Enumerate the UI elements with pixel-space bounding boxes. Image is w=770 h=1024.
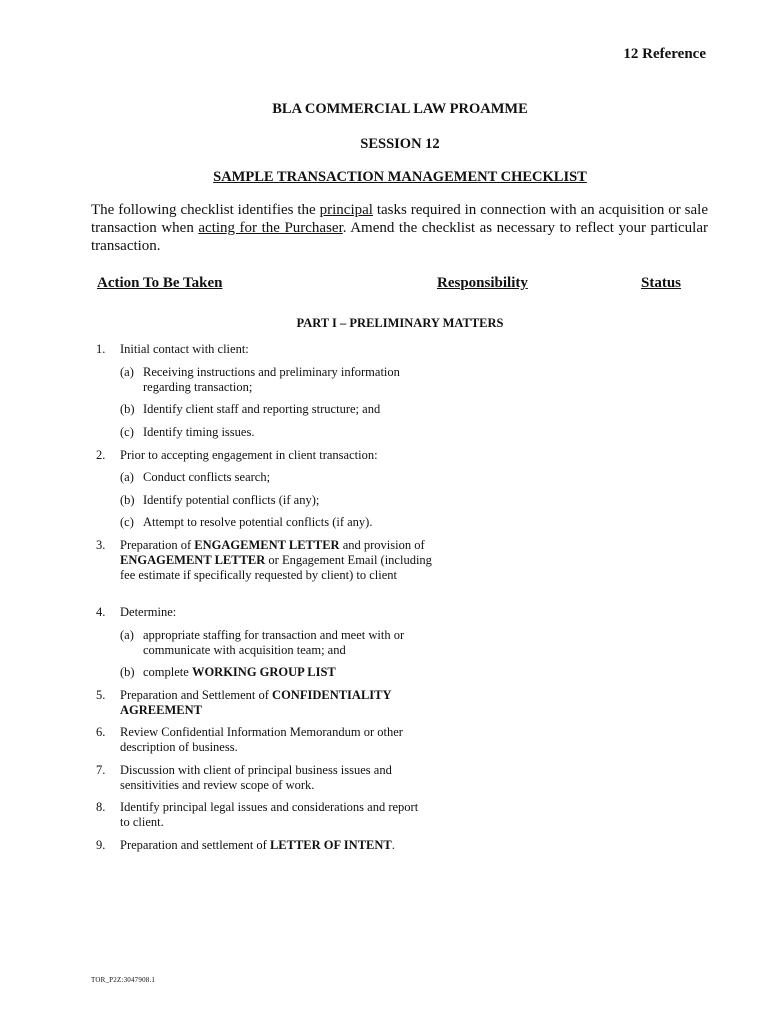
item-text: complete bbox=[143, 665, 192, 679]
document-name-bold: CONFIDENTIALITY AGREEMENT bbox=[120, 688, 392, 717]
checklist-item bbox=[120, 538, 440, 583]
checklist-sub-item: appropriate staffing for transaction and meet with or communicate with acquisition team; and bbox=[143, 628, 405, 657]
item-text: Preparation and settlement of bbox=[120, 838, 270, 852]
item-text: Preparation of bbox=[120, 538, 195, 552]
item-number: 4. bbox=[96, 605, 106, 619]
sub-item-letter: (c) bbox=[120, 425, 134, 439]
intro-text-1: The following checklist identifies the bbox=[91, 202, 320, 218]
intro-underline-purchaser: acting for the Purchaser bbox=[198, 220, 343, 236]
programme-title: BLA COMMERCIAL LAW PROAMME bbox=[272, 101, 528, 117]
checklist-item: Review Confidential Information Memorandum or other description of business. bbox=[120, 725, 403, 754]
checklist-title-text: SAMPLE TRANSACTION MANAGEMENT CHECKLIST bbox=[213, 169, 587, 185]
checklist-sub-item: Identify client staff and reporting structure; and bbox=[143, 402, 381, 416]
checklist-sub-item: Receiving instructions and preliminary information regarding transaction; bbox=[143, 365, 400, 394]
sub-item-letter: (a) bbox=[120, 470, 134, 484]
item-number: 7. bbox=[96, 763, 106, 777]
item-number: 5. bbox=[96, 688, 106, 702]
sub-item-letter: (b) bbox=[120, 402, 135, 416]
sub-item-letter: (a) bbox=[120, 365, 134, 379]
item-number: 9. bbox=[96, 838, 106, 852]
sub-item-letter: (a) bbox=[120, 628, 134, 642]
sub-item-letter: (b) bbox=[120, 665, 135, 679]
item-number: 8. bbox=[96, 800, 106, 814]
column-header-status: Status bbox=[641, 275, 682, 291]
item-text: and provision of bbox=[339, 538, 425, 552]
checklist-item: Identify principal legal issues and considerations and report to client. bbox=[120, 800, 419, 829]
item-number: 6. bbox=[96, 725, 106, 739]
document-name-bold: ENGAGEMENT LETTER bbox=[120, 553, 266, 567]
part-title: PART I – PRELIMINARY MATTERS bbox=[296, 316, 504, 330]
checklist-sub-item: Identify timing issues. bbox=[143, 425, 255, 439]
session-title: SESSION 12 bbox=[360, 136, 440, 152]
checklist-item: Determine: bbox=[120, 605, 177, 619]
document-footer-id: TOR_P2Z:3047908.1 bbox=[91, 976, 156, 984]
item-number: 2. bbox=[96, 448, 106, 462]
checklist-item: Initial contact with client: bbox=[120, 342, 249, 356]
checklist-sub-item bbox=[143, 665, 443, 680]
item-text: . bbox=[391, 838, 395, 852]
sub-item-letter: (b) bbox=[120, 493, 135, 507]
reference-label: 12 Reference bbox=[623, 46, 706, 62]
document-name-bold: WORKING GROUP LIST bbox=[191, 665, 336, 679]
column-header-action: Action To Be Taken bbox=[97, 275, 223, 291]
item-text: Preparation and Settlement of bbox=[120, 688, 273, 702]
intro-underline-principal: principal bbox=[319, 202, 373, 218]
checklist-title bbox=[0, 169, 770, 186]
checklist-sub-item: Identify potential conflicts (if any); bbox=[143, 493, 320, 507]
item-text: or Engagement Email (including fee estimate if specifically requested by client) to client bbox=[120, 553, 432, 582]
item-number: 1. bbox=[96, 342, 106, 356]
document-name-bold: LETTER OF INTENT bbox=[269, 838, 392, 852]
column-header-responsibility: Responsibility bbox=[437, 275, 528, 291]
intro-text-3: . Amend the checklist as necessary to reflect your particular transaction. bbox=[91, 220, 708, 254]
item-number: 3. bbox=[96, 538, 106, 552]
checklist-sub-item: Attempt to resolve potential conflicts (if any). bbox=[143, 515, 373, 529]
document-name-bold: ENGAGEMENT LETTER bbox=[194, 538, 340, 552]
checklist-item: Prior to accepting engagement in client transaction: bbox=[120, 448, 378, 462]
checklist-item: Discussion with client of principal business issues and sensitivities and review scope of work. bbox=[120, 763, 392, 792]
intro-paragraph bbox=[91, 201, 708, 255]
checklist-sub-item: Conduct conflicts search; bbox=[143, 470, 271, 484]
checklist-item bbox=[120, 838, 450, 853]
sub-item-letter: (c) bbox=[120, 515, 134, 529]
checklist-item bbox=[120, 688, 410, 718]
intro-text-2: tasks required in connection with an acquisition or sale transaction when bbox=[91, 202, 708, 236]
